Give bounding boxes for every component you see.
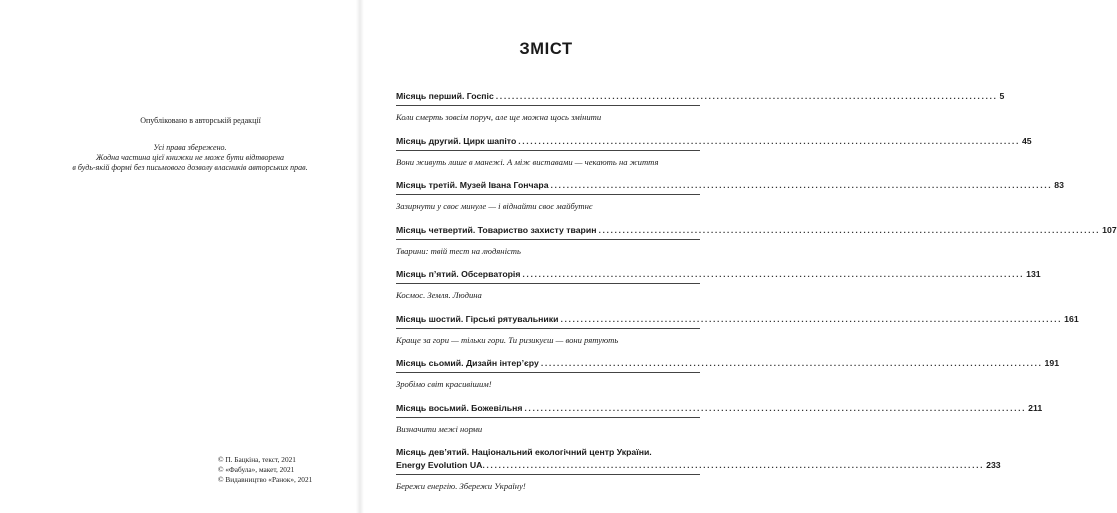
toc-dot-leader: ............................................................................................................................. [495,91,998,101]
toc-chapter-title: Місяць четвертий. Товариство захисту тварин [396,224,597,235]
toc-page-number: 45 [1021,135,1032,146]
toc-dot-leader: ............................................................................................................................. [524,402,1027,413]
toc-page-number: 5 [999,91,1005,101]
toc-page-number: 211 [1028,402,1043,413]
toc-chapter-subtitle: Тварини: твій тест на людяність [396,245,521,256]
toc-chapter-line [396,460,1001,474]
toc-chapter-line [396,91,1005,105]
toc-chapter-line [396,313,1079,328]
toc-chapter-title: Місяць дев’ятий. Національний екологічний центр України. [396,447,652,457]
toc-chapter-subtitle: Вони живуть лише в манежі. А між виставами — чекають на життя [396,156,659,167]
toc-chapter-title: Місяць шостий. Гірські рятувальники [396,313,559,324]
toc-chapter-line [396,180,1064,194]
toc-entry[interactable] [396,358,1060,403]
toc-chapter-title: Місяць п’ятий. Обсерваторія [396,269,521,279]
rights-line: Жодна частина цієї книжки не може бути відтворена [95,153,285,162]
toc-entry[interactable] [396,91,1005,136]
table-of-contents [396,91,1117,507]
book-gutter [356,0,364,513]
toc-page-number: 191 [1044,358,1060,368]
toc-chapter-subtitle: Бережи енергію. Збережи Україну! [396,481,526,491]
toc-chapter-subtitle: Зазирнути у своє минуле — і віднайти своє майбутнє [396,201,593,211]
toc-page-number: 131 [1026,269,1041,279]
toc-dot-leader: ............................................................................................................................. [560,313,1063,324]
toc-page-number: 107 [1102,224,1117,235]
copyright-line: © Видавництво «Ранок», 2021 [218,475,313,484]
toc-chapter-line [396,135,1032,150]
toc-chapter-subtitle: Космос. Земля. Людина [396,290,482,300]
toc-chapter-line [396,269,1041,283]
toc-dot-leader: ............................................................................................................................. [540,358,1043,368]
rights-line: в будь-якій формі без письмового дозволу власників авторських прав. [72,163,308,172]
toc-chapter-line [396,402,1043,417]
toc-chapter-line [396,358,1060,372]
toc-dot-leader: ............................................................................................................................. [598,224,1101,235]
toc-chapter-subtitle: Коли смерть зовсім поруч, але ще можна щось змінити [396,112,602,122]
toc-dot-leader: ............................................................................................................................. [518,135,1020,146]
toc-title: ЗМІСТ [519,40,573,58]
toc-chapter-subtitle: Краще за гори — тільки гори. Ти ризикуєш — вони рятують [396,334,619,345]
toc-chapter-line [396,224,1117,239]
published-note: Опубліковано в авторській редакції [140,116,261,125]
toc-chapter-title: Місяць восьмий. Божевільня [396,402,523,413]
rights-notice [58,143,322,173]
toc-page-number: 83 [1054,180,1064,190]
copyright-line: © П. Бацкіна, текст, 2021 [218,455,296,464]
toc-chapter-subtitle: Зробімо світ красивішим! [396,379,492,389]
toc-entry[interactable] [396,313,1079,359]
toc-entry[interactable] [396,447,1001,507]
toc-entry[interactable] [396,402,1043,448]
toc-entry[interactable] [396,180,1064,225]
right-page [364,0,1117,513]
toc-chapter-title: Місяць другий. Цирк шапіто [396,135,517,146]
toc-entry[interactable] [396,224,1117,270]
toc-dot-leader: ............................................................................................................................. [522,269,1025,279]
toc-entry[interactable] [396,135,1032,181]
copyright-line: © «Фабула», макет, 2021 [218,465,295,474]
toc-dot-leader: ............................................................................................................................. [482,460,985,470]
toc-chapter-subtitle: Визначити межі норми [396,423,483,434]
copyright-block [218,455,348,485]
rights-line: Усі права збережено. [153,143,227,152]
left-page [0,0,360,513]
toc-page-number: 233 [986,460,1001,470]
toc-entry[interactable] [396,269,1041,314]
toc-dot-leader: ............................................................................................................................. [550,180,1053,190]
toc-chapter-title-cont: Energy Evolution UA [396,460,483,470]
toc-chapter-title: Місяць третій. Музей Івана Гончара [396,180,549,190]
toc-chapter-title: Місяць сьомий. Дизайн інтер’єру [396,358,539,368]
toc-page-number: 161 [1064,313,1079,324]
toc-chapter-title: Місяць перший. Госпіс [396,91,494,101]
